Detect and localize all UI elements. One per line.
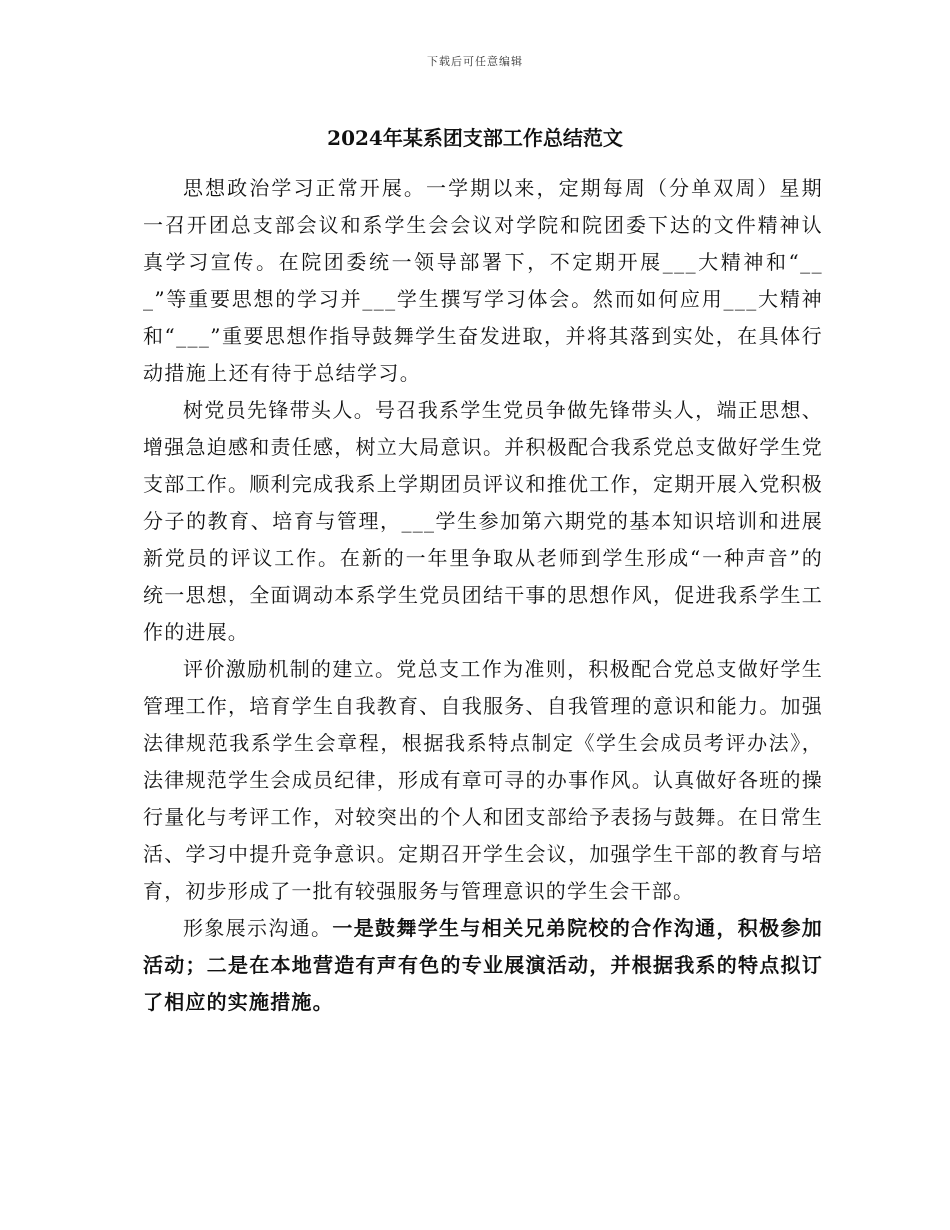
paragraph-image-communication [143,910,823,1021]
paragraph-party-member-leaders: 树党员先锋带头人。号召我系学生党员争做先锋带头人，端正思想、增强急迫感和责任感，树立大局意识。并积极配合我系党总支做好学生党支部工作。顺利完成我系上学期团员评议和推优工作，定期开展入党积极分子的教育、培育与管理，___学生参加第六期党的基本知识培训和进展新党员的评议工作。在新的一年里争取从老师到学生形成“一种声音”的统一思想，全面调动本系学生党员团结干事的思想作风，促进我系学生工作的进展。 [143,398,823,644]
paragraph-bold-text: 一是鼓舞学生与相关兄弟院校的合作沟通，积极参加活动；二是在本地营造有声有色的专业展演活动，并根据我系的特点拟订了相应的实施措施。 [143,916,823,1014]
paragraph-lead: 形象展示沟通。 [183,916,333,940]
header-note: 下载后可任意编辑 [427,55,523,68]
paragraph-evaluation-incentive: 评价激励机制的建立。党总支工作为准则，积极配合党总支做好学生管理工作，培育学生自我教育、自我服务、自我管理的意识和能力。加强法律规范我系学生会章程，根据我系特点制定《学生会成员考评办法》，法律规范学生会成员纪律，形成有章可寻的办事作风。认真做好各班的操行量化与考评工作，对较突出的个人和团支部给予表扬与鼓舞。在日常生活、学习中提升竞争意识。定期召开学生会议，加强学生干部的教育与培育，初步形成了一批有较强服务与管理意识的学生会干部。 [143,657,823,903]
document-title: 2024年某系团支部工作总结范文 [327,126,623,150]
paragraph-political-study: 思想政治学习正常开展。一学期以来，定期每周（分单双周）星期一召开团总支部会议和系学生会会议对学院和院团委下达的文件精神认真学习宣传。在院团委统一领导部署下，不定期开展___大精神和“___”等重要思想的学习并___学生撰写学习体会。然而如何应用___大精神和“___”重要思想作指导鼓舞学生奋发进取，并将其落到实处，在具体行动措施上还有待于总结学习。 [143,176,823,385]
document-body [143,170,823,1021]
